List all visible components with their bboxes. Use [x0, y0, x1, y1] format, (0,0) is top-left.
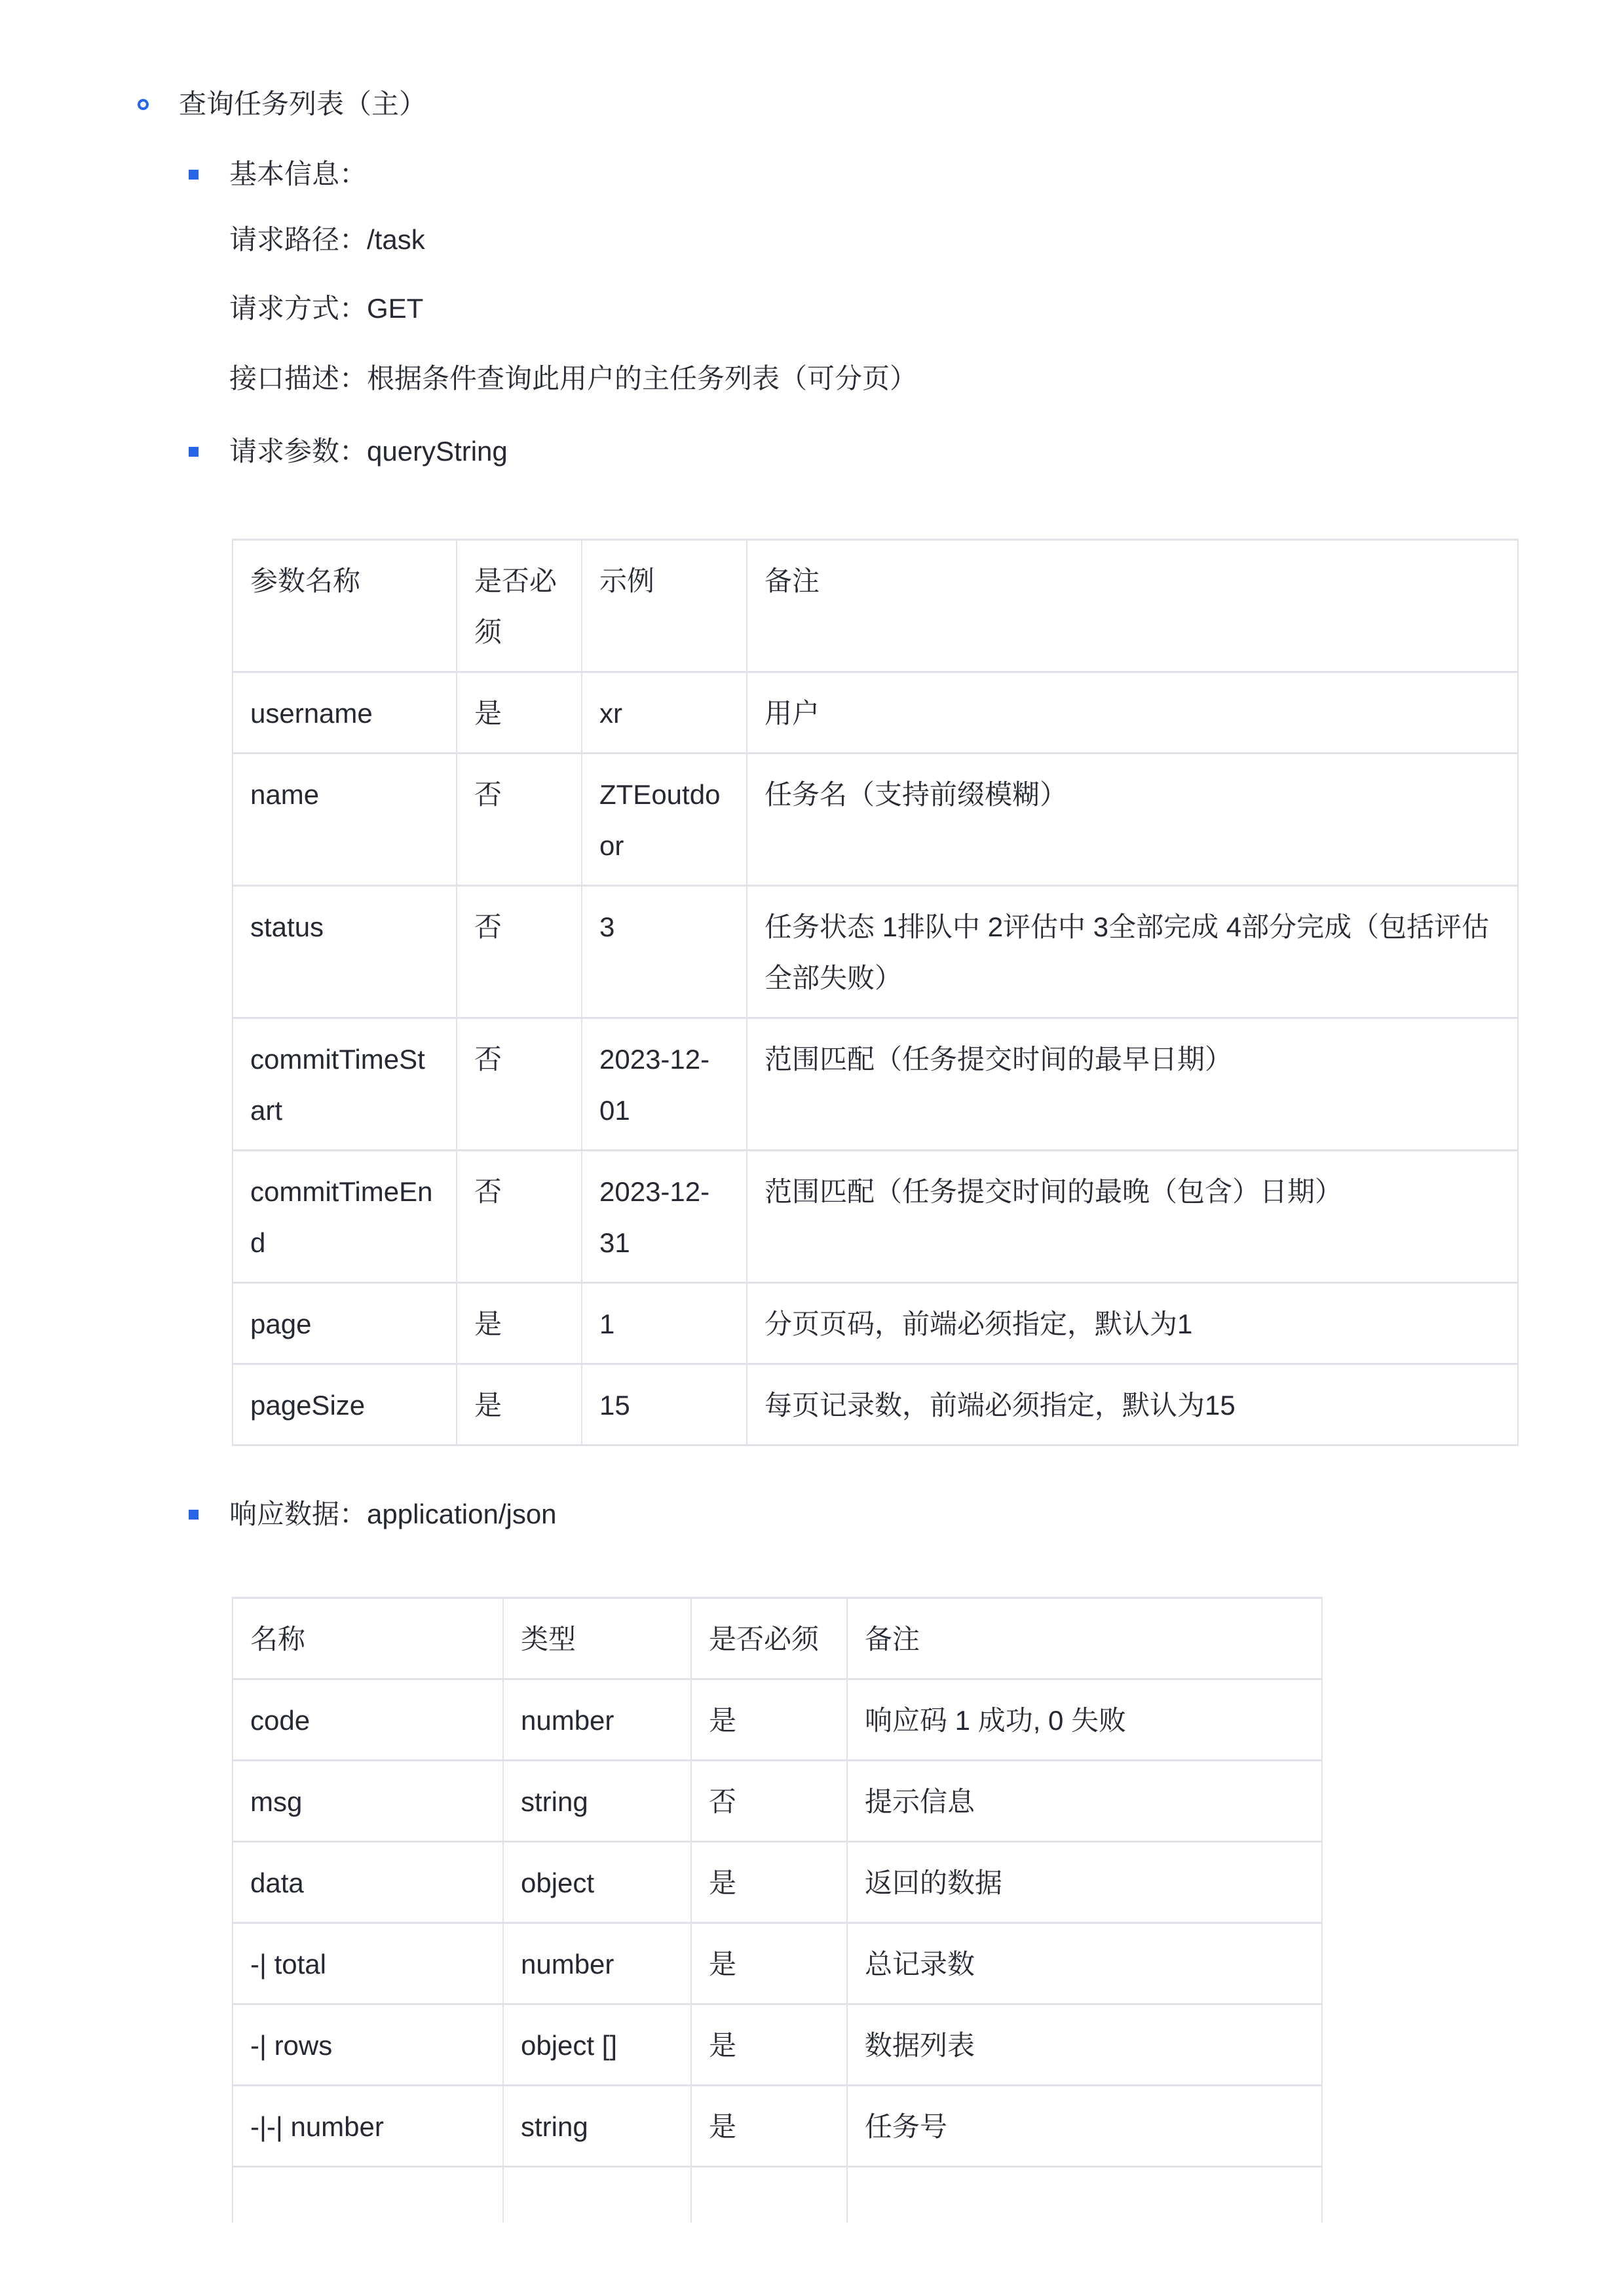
request-path-line: 请求路径：/task — [229, 224, 425, 255]
table-row — [233, 1151, 1518, 1283]
table-cell: data — [233, 1842, 503, 1923]
table-cell: 否 — [457, 1151, 582, 1283]
table-cell: -|-| number — [233, 2086, 503, 2167]
table-cell: 范围匹配（任务提交时间的最早日期） — [747, 1018, 1518, 1151]
table-cell: 是 — [691, 1923, 847, 2004]
table-cell: name — [233, 754, 457, 886]
table-cell: username — [233, 672, 457, 754]
request-params-table — [232, 539, 1519, 1446]
circle-bullet-icon — [138, 99, 149, 110]
table-cell: 是 — [691, 1842, 847, 1923]
table-cell: 否 — [691, 1761, 847, 1842]
table-cell — [691, 2167, 847, 2223]
square-bullet-icon — [189, 1510, 198, 1520]
table-cell: 任务状态 1排队中 2评估中 3全部完成 4部分完成（包括评估全部失败） — [747, 886, 1518, 1018]
table-cell: ZTEoutdoor — [582, 754, 747, 886]
table-cell: 是 — [691, 2086, 847, 2167]
table-cell: 提示信息 — [847, 1761, 1322, 1842]
square-bullet-icon — [189, 170, 198, 180]
table-cell: xr — [582, 672, 747, 754]
column-header: 备注 — [847, 1598, 1322, 1679]
column-header: 是否必须 — [691, 1598, 847, 1679]
table-cell: page — [233, 1283, 457, 1364]
api-description-line: 接口描述：根据条件查询此用户的主任务列表（可分页） — [229, 363, 918, 394]
table-row — [233, 1761, 1322, 1842]
table-cell: 任务号 — [847, 2086, 1322, 2167]
outline-item-task-list — [0, 88, 1624, 120]
outline-item-response-data — [0, 1499, 1624, 1530]
table-row — [233, 1364, 1518, 1445]
table-row — [233, 1842, 1322, 1923]
table-cell: 2023-12-31 — [582, 1151, 747, 1283]
table-cell: 否 — [457, 1018, 582, 1151]
outline-item-request-params — [0, 436, 1624, 467]
table-row — [233, 1018, 1518, 1151]
table-cell: 是 — [457, 672, 582, 754]
table-row — [233, 1923, 1322, 2004]
table-row — [233, 672, 1518, 754]
table-cell — [503, 2167, 691, 2223]
table-cell: 用户 — [747, 672, 1518, 754]
table-cell: msg — [233, 1761, 503, 1842]
table-cell: pageSize — [233, 1364, 457, 1445]
outline-item-label: 请求参数：queryString — [229, 436, 508, 467]
table-row — [233, 2167, 1322, 2223]
table-cell: number — [503, 1923, 691, 2004]
outline-item-label: 基本信息： — [229, 159, 368, 189]
table-cell: -| total — [233, 1923, 503, 2004]
table-cell: 分页页码，前端必须指定，默认为1 — [747, 1283, 1518, 1364]
table-cell: 是 — [691, 2004, 847, 2086]
table-cell: 1 — [582, 1283, 747, 1364]
outline-item-basic-info — [0, 159, 1624, 190]
table-cell: object [] — [503, 2004, 691, 2086]
column-header: 是否必须 — [457, 540, 582, 672]
column-header: 参数名称 — [233, 540, 457, 672]
table-cell: 是 — [691, 1679, 847, 1761]
table-cell: 3 — [582, 886, 747, 1018]
table-row — [233, 2086, 1322, 2167]
response-table — [232, 1597, 1323, 2223]
table-row — [233, 1283, 1518, 1364]
table-cell — [847, 2167, 1322, 2223]
table-cell — [233, 2167, 503, 2223]
table-cell: 响应码 1 成功, 0 失败 — [847, 1679, 1322, 1761]
table-cell: 否 — [457, 754, 582, 886]
column-header: 示例 — [582, 540, 747, 672]
table-cell: 否 — [457, 886, 582, 1018]
table-cell: 数据列表 — [847, 2004, 1322, 2086]
table-cell: commitTimeEnd — [233, 1151, 457, 1283]
table-cell: 是 — [457, 1364, 582, 1445]
table-cell: 2023-12-01 — [582, 1018, 747, 1151]
table-cell: status — [233, 886, 457, 1018]
table-cell: number — [503, 1679, 691, 1761]
header-row — [233, 540, 1518, 672]
column-header: 类型 — [503, 1598, 691, 1679]
outline-item-label: 响应数据：application/json — [229, 1499, 557, 1529]
table-cell: 任务名（支持前缀模糊） — [747, 754, 1518, 886]
column-header: 名称 — [233, 1598, 503, 1679]
table-cell: code — [233, 1679, 503, 1761]
outline-item-label: 查询任务列表（主） — [179, 88, 427, 119]
square-bullet-icon — [189, 447, 198, 457]
column-header: 备注 — [747, 540, 1518, 672]
table-row — [233, 886, 1518, 1018]
table-cell: -| rows — [233, 2004, 503, 2086]
table-cell: object — [503, 1842, 691, 1923]
table-cell: 每页记录数，前端必须指定，默认为15 — [747, 1364, 1518, 1445]
table-row — [233, 754, 1518, 886]
request-method-line: 请求方式：GET — [229, 293, 424, 324]
header-row — [233, 1598, 1322, 1679]
table-cell: 15 — [582, 1364, 747, 1445]
table-row — [233, 2004, 1322, 2086]
table-cell: 范围匹配（任务提交时间的最晚（包含）日期） — [747, 1151, 1518, 1283]
table-cell: 是 — [457, 1283, 582, 1364]
response-table-clip — [0, 1597, 1624, 2223]
table-cell: commitTimeStart — [233, 1018, 457, 1151]
table-cell: 返回的数据 — [847, 1842, 1322, 1923]
table-cell: string — [503, 2086, 691, 2167]
table-cell: 总记录数 — [847, 1923, 1322, 2004]
table-cell: string — [503, 1761, 691, 1842]
table-row — [233, 1679, 1322, 1761]
